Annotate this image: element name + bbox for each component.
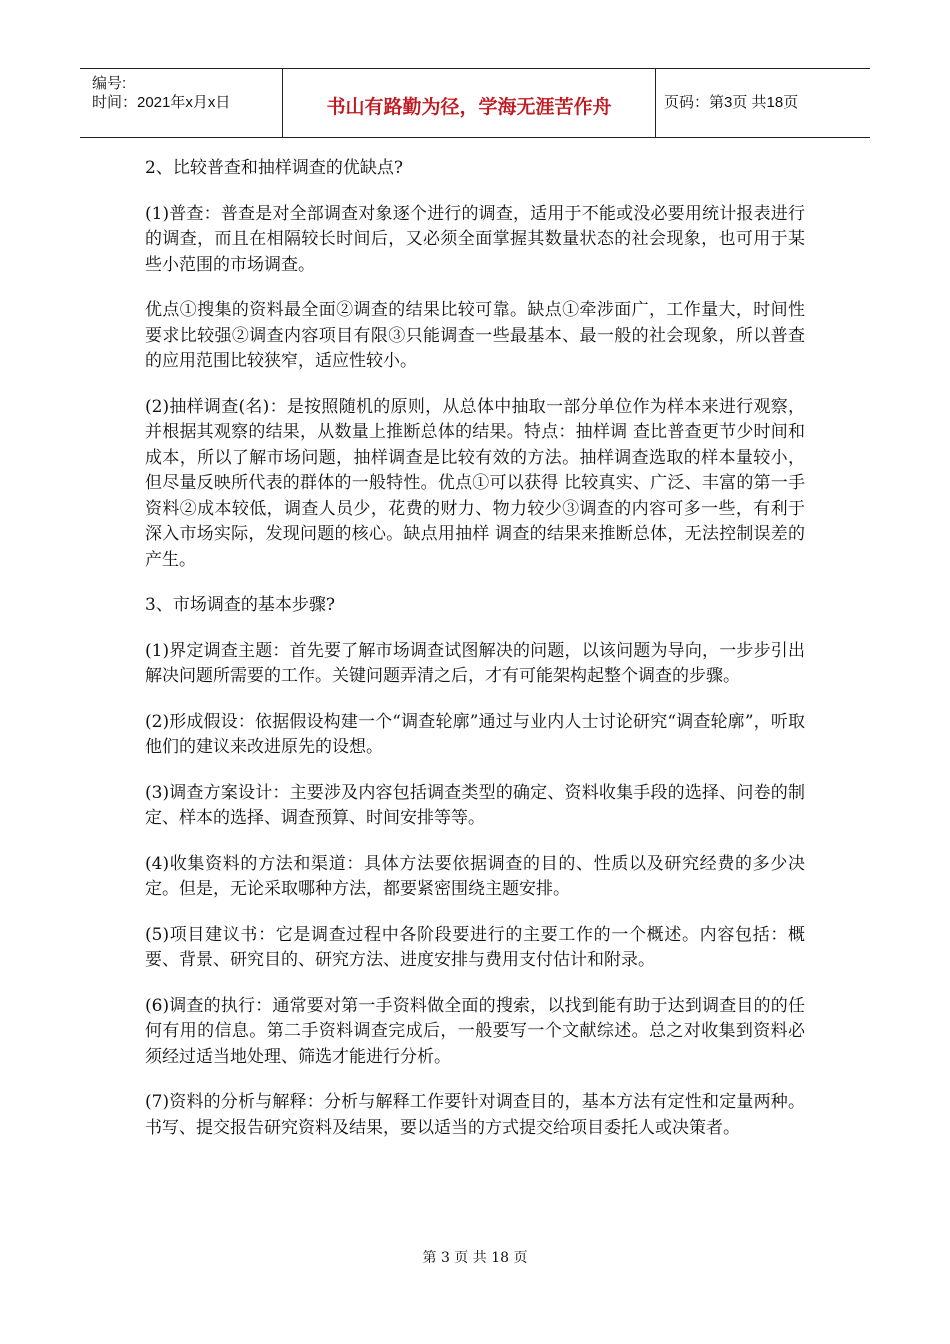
paragraph-step-6: (6)调查的执行：通常要对第一手资料做全面的搜索，以找到能有助于达到调查目的的任何有用的信息。第二手资料调查完成后，一般要写一个文献综述。总之对收集到资料必须经过适当地处理、筛选才能进行分析。 xyxy=(145,995,805,1067)
header-divider xyxy=(282,69,283,137)
paragraph-step-4: (4)收集资料的方法和渠道：具体方法要依据调查的目的、性质以及研究经费的多少决定。但是，无论采取哪种方法，都要紧密围绕主题安排。 xyxy=(145,853,805,899)
paragraph-step-7: (7)资料的分析与解释：分析与解释工作要针对调查目的，基本方法有定性和定量两种。书写、提交报告研究资料及结果，要以适当的方式提交给项目委托人或决策者。 xyxy=(145,1092,805,1138)
paragraph-step-1: (1)界定调查主题：首先要了解市场调查试图解决的问题，以该问题为导向，一步步引出解决问题所需要的工作。关键问题弄清之后，才有可能架构起整个调查的步骤。 xyxy=(145,640,805,686)
header-motto: 书山有路勤为径，学海无涯苦作舟 xyxy=(326,96,612,118)
document-header xyxy=(80,68,870,138)
heading-comparison-question: 2、比较普查和抽样调查的优缺点? xyxy=(145,158,403,178)
paragraph-step-3: (3)调查方案设计：主要涉及内容包括调查类型的确定、资料收集手段的选择、问卷的制定、样本的选择、调查预算、时间安排等等。 xyxy=(145,782,805,828)
heading-survey-steps-question: 3、市场调查的基本步骤? xyxy=(145,595,335,615)
paragraph-step-5: (5)项目建议书：它是调查过程中各阶段要进行的主要工作的一个概述。内容包括：概要、背景、研究目的、研究方法、进度安排与费用支付估计和附录。 xyxy=(145,924,805,970)
header-meta xyxy=(92,74,230,112)
page-footer: 第 3 页 共 18 页 xyxy=(422,1250,528,1266)
paragraph-sampling-survey: (2)抽样调查(名)：是按照随机的原则，从总体中抽取一部分单位作为样本来进行观察，并根据其观察的结果，从数量上推断总体的结果。特点：抽样调 查比普查更节少时间和成本，所以了解市场问题，抽样调查是比较有效的方法。抽样调查选取的样本量较小，但尽量反映所代表的群体的一般特性。优点①可以获得 比较真实、广泛、丰富的第一手资料②成本较低，调查人员少，花费的财力、物力较少③调查的内容可多一些，有利于深入市场实际，发现问题的核心。缺点用抽样 调查的结果来推断总体，无法控制误差的产生。 xyxy=(145,396,805,570)
header-page-label: 页码：第3页 共18页 xyxy=(664,94,799,111)
document-date-label: 时间：2021年x月x日 xyxy=(92,94,231,111)
header-divider xyxy=(655,69,656,137)
paragraph-step-2: (2)形成假设：依据假设构建一个“调查轮廓”通过与业内人士讨论研究“调查轮廓”，听取他们的建议来改进原先的设想。 xyxy=(145,711,805,757)
paragraph-census-pros-cons: 优点①搜集的资料最全面②调查的结果比较可靠。缺点①牵涉面广，工作量大，时间性要求比较强②调查内容项目有限③只能调查一些最基本、最一般的社会现象，所以普查的应用范围比较狭窄，适应性较小。 xyxy=(145,300,805,371)
paragraph-census-definition: (1)普查：普查是对全部调查对象逐个进行的调查，适用于不能或没必要用统计报表进行的调查，而且在相隔较长时间后，又必须全面掌握其数量状态的社会现象，也可用于某些小范围的市场调查。 xyxy=(145,203,805,275)
document-number-label: 编号: xyxy=(92,75,127,92)
document-body xyxy=(145,156,805,1161)
